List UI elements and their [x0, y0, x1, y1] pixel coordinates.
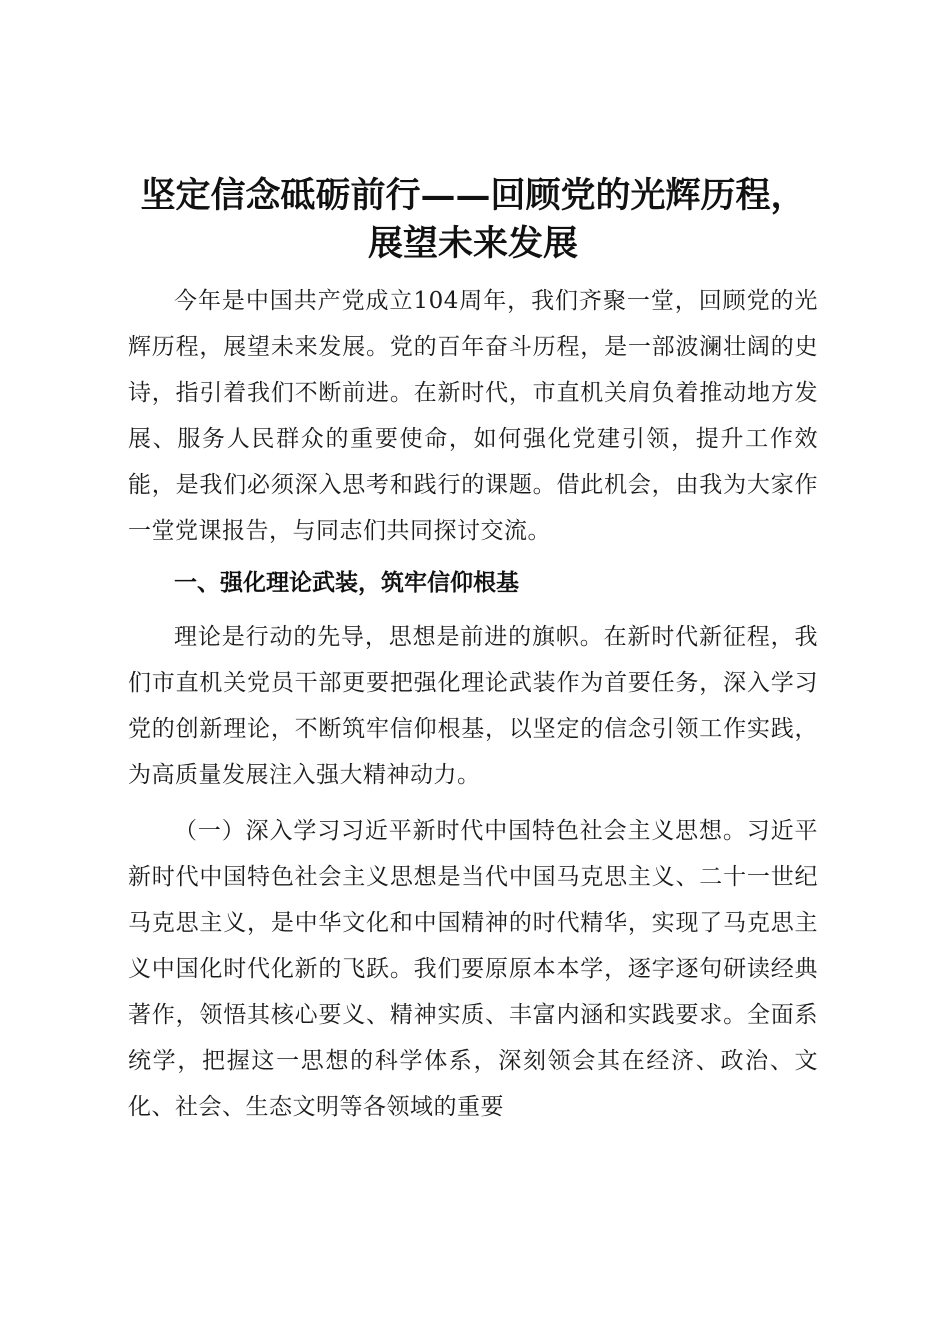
- document-title: 坚定信念砥砺前行——回顾党的光辉历程，展望未来发展: [140, 175, 806, 264]
- subsection-1-paragraph: （一）深入学习习近平新时代中国特色社会主义思想。习近平新时代中国特色社会主义思想是当代中国马克思主义、二十一世纪马克思主义，是中华文化和中国精神的时代精华，实现了马克思主义中国化时代化新的飞跃。我们要原原本本学，逐字逐句研读经典著作，领悟其核心要义、精神实质、丰富内涵和实践要求。全面系统学，把握这一思想的科学体系，深刻领会其在经济、政治、文化、社会、生态文明等各领域的重要: [128, 818, 818, 1120]
- section-heading-1: 一、强化理论武装，筑牢信仰根基: [174, 570, 519, 596]
- document-body: [128, 172, 818, 1130]
- intro-paragraph: 今年是中国共产党成立104周年，我们齐聚一堂，回顾党的光辉历程，展望未来发展。党的百年奋斗历程，是一部波澜壮阔的史诗，指引着我们不断前进。在新时代，市直机关肩负着推动地方发展、服务人民群众的重要使命，如何强化党建引领，提升工作效能，是我们必须深入思考和践行的课题。借此机会，由我为大家作一堂党课报告，与同志们共同探讨交流。: [128, 288, 818, 544]
- section-1-paragraph: 理论是行动的先导，思想是前进的旗帜。在新时代新征程，我们市直机关党员干部更要把强化理论武装作为首要任务，深入学习党的创新理论，不断筑牢信仰根基，以坚定的信念引领工作实践，为高质量发展注入强大精神动力。: [128, 624, 818, 788]
